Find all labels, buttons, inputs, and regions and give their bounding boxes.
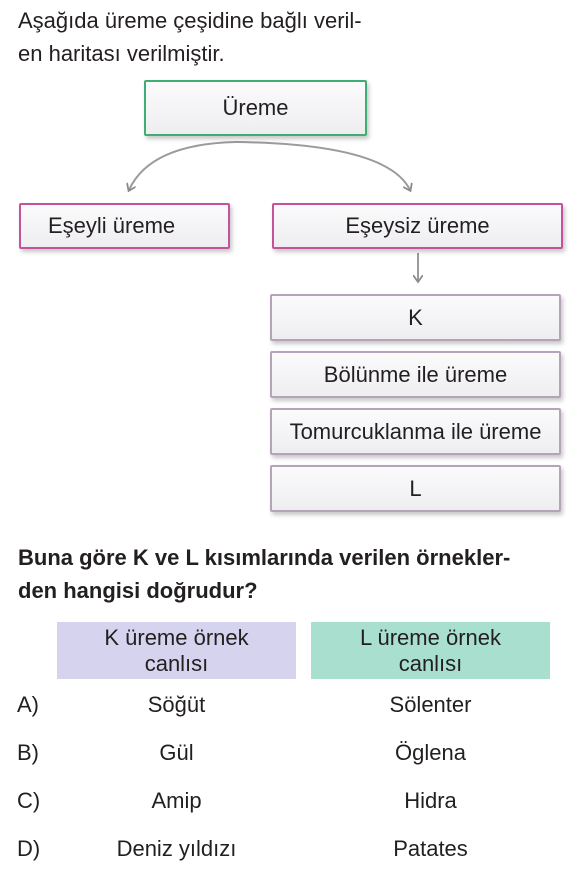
asexual-reproduction-box — [272, 203, 563, 249]
sexual-reproduction-label: Eşeyli üreme — [48, 213, 176, 238]
asexual-item-fission — [270, 351, 561, 398]
option-l-value: Öglena — [395, 740, 466, 765]
asexual-item-label: L — [409, 475, 422, 501]
table-header-k — [57, 622, 296, 679]
option-letter: A) — [17, 692, 39, 717]
table-header-l-label: L üreme örnek canlısı — [359, 624, 502, 676]
question-line-1: Buna göre K ve L kısımlarında verilen örnekler- — [18, 545, 511, 570]
option-k-value: Gül — [159, 740, 194, 765]
option-k-value: Söğüt — [147, 692, 206, 717]
root-box — [144, 80, 367, 136]
asexual-item-k — [270, 294, 561, 341]
asexual-item-budding — [270, 408, 561, 455]
answer-option-a[interactable] — [0, 692, 582, 722]
table-header-l — [311, 622, 550, 679]
asexual-item-label: Bölünme ile üreme — [323, 361, 508, 387]
asexual-item-label: K — [408, 304, 423, 330]
intro-line-2: en haritası verilmiştir. — [18, 41, 225, 66]
root-label: Üreme — [222, 95, 289, 120]
asexual-item-label: Tomurcuklanma ile üreme — [289, 418, 542, 444]
option-letter: D) — [17, 836, 41, 861]
question-line-2: den hangisi doğrudur? — [18, 578, 258, 603]
option-k-value: Deniz yıldızı — [116, 836, 237, 861]
asexual-item-l — [270, 465, 561, 512]
option-l-value: Hidra — [404, 788, 457, 813]
arrow-to-sexual — [129, 142, 236, 190]
option-l-value: Patates — [393, 836, 468, 861]
asexual-reproduction-label: Eşeysiz üreme — [345, 213, 490, 238]
arrow-to-asexual — [236, 142, 410, 190]
option-k-value: Amip — [151, 788, 202, 813]
option-l-value: Sölenter — [389, 692, 472, 717]
option-letter: B) — [17, 740, 39, 765]
sexual-reproduction-box — [19, 203, 230, 249]
answer-option-d[interactable] — [0, 836, 582, 866]
intro-line-1: Aşağıda üreme çeşidine bağlı veril- — [18, 8, 362, 33]
option-letter: C) — [17, 788, 41, 813]
answer-option-c[interactable] — [0, 788, 582, 818]
question-text — [18, 541, 578, 607]
answer-option-b[interactable] — [0, 740, 582, 770]
table-header-k-label: K üreme örnek canlısı — [104, 624, 249, 676]
